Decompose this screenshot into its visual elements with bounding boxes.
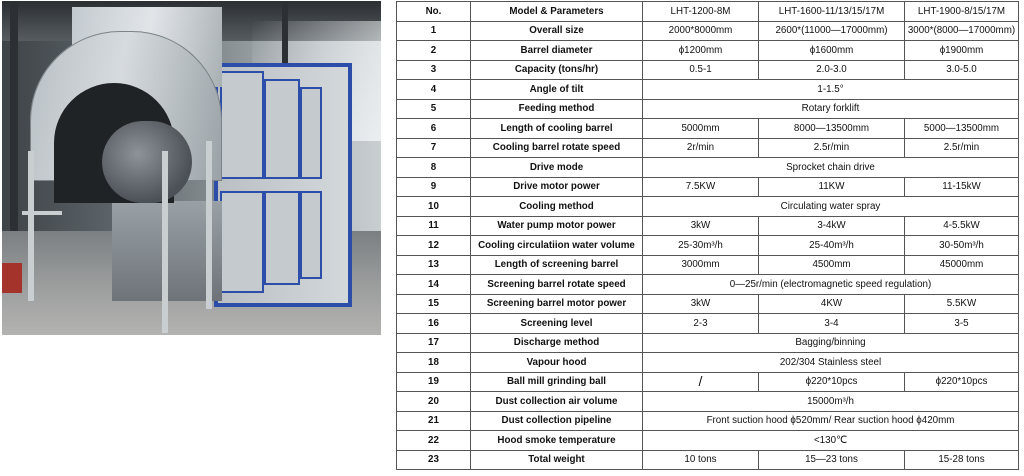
value-cell: 10 tons (643, 450, 759, 470)
table-row (397, 158, 1019, 178)
value-cell: 2600*(11000—17000mm) (759, 21, 905, 41)
parameter-name: Cooling method (471, 197, 643, 217)
value-cell-merged: Front suction hood ϕ520mm/ Rear suction hood ϕ420mm (643, 411, 1019, 431)
spec-table-header (397, 2, 1019, 22)
row-number: 5 (397, 99, 471, 119)
value-cell: 3kW (643, 294, 759, 314)
value-cell: 8000—13500mm (759, 119, 905, 139)
parameter-name: Length of cooling barrel (471, 119, 643, 139)
parameter-name: Length of screening barrel (471, 255, 643, 275)
header-model-2: LHT-1600-11/13/15/17M (759, 2, 905, 22)
parameter-name: Dust collection pipeline (471, 411, 643, 431)
value-cell: 3kW (643, 216, 759, 236)
parameter-name: Screening barrel motor power (471, 294, 643, 314)
table-row (397, 450, 1019, 470)
row-number: 22 (397, 431, 471, 451)
parameter-name: Cooling circulatiion water volume (471, 236, 643, 256)
header-model-1: LHT-1200-8M (643, 2, 759, 22)
spec-table (396, 1, 1019, 470)
value-cell: 3.0-5.0 (905, 60, 1019, 80)
parameter-name: Vapour hood (471, 353, 643, 373)
row-number: 13 (397, 255, 471, 275)
value-cell: 3000*(8000—17000mm) (905, 21, 1019, 41)
parameter-name: Barrel diameter (471, 41, 643, 61)
value-cell: ϕ1900mm (905, 41, 1019, 61)
value-cell: 2.5r/min (759, 138, 905, 158)
value-cell: 2.0-3.0 (759, 60, 905, 80)
header-no: No. (397, 2, 471, 22)
value-cell-merged: <130℃ (643, 431, 1019, 451)
table-row (397, 197, 1019, 217)
value-cell: 11KW (759, 177, 905, 197)
header-model-3: LHT-1900-8/15/17M (905, 2, 1019, 22)
parameter-name: Drive mode (471, 158, 643, 178)
value-cell: 4KW (759, 294, 905, 314)
table-row (397, 294, 1019, 314)
value-cell: 4500mm (759, 255, 905, 275)
table-row (397, 333, 1019, 353)
row-number: 7 (397, 138, 471, 158)
table-row (397, 21, 1019, 41)
row-number: 2 (397, 41, 471, 61)
parameter-name: Total weight (471, 450, 643, 470)
parameter-name: Ball mill grinding ball (471, 372, 643, 392)
parameter-name: Feeding method (471, 99, 643, 119)
value-cell: ϕ220*10pcs (905, 372, 1019, 392)
value-cell: 7.5KW (643, 177, 759, 197)
row-number: 8 (397, 158, 471, 178)
row-number: 19 (397, 372, 471, 392)
machine-photo (2, 1, 381, 335)
value-cell: 2r/min (643, 138, 759, 158)
value-cell: ϕ1600mm (759, 41, 905, 61)
table-row (397, 314, 1019, 334)
table-row (397, 411, 1019, 431)
parameter-name: Drive motor power (471, 177, 643, 197)
value-cell: 25-30m³/h (643, 236, 759, 256)
row-number: 21 (397, 411, 471, 431)
table-row (397, 236, 1019, 256)
parameter-name: Dust collection air volume (471, 392, 643, 412)
parameter-name: Discharge method (471, 333, 643, 353)
table-row (397, 372, 1019, 392)
table-row (397, 353, 1019, 373)
table-row (397, 99, 1019, 119)
value-cell-merged: Rotary forklift (643, 99, 1019, 119)
value-cell: 3-5 (905, 314, 1019, 334)
value-cell-merged: Sprocket chain drive (643, 158, 1019, 178)
value-cell: 5000mm (643, 119, 759, 139)
table-row (397, 138, 1019, 158)
value-cell: 0.5-1 (643, 60, 759, 80)
parameter-name: Screening barrel rotate speed (471, 275, 643, 295)
parameter-name: Angle of tilt (471, 80, 643, 100)
value-cell: ϕ1200mm (643, 41, 759, 61)
value-cell-merged: Circulating water spray (643, 197, 1019, 217)
row-number: 23 (397, 450, 471, 470)
parameter-name: Overall size (471, 21, 643, 41)
value-cell: 25-40m³/h (759, 236, 905, 256)
value-cell: 15—23 tons (759, 450, 905, 470)
row-number: 17 (397, 333, 471, 353)
row-number: 20 (397, 392, 471, 412)
table-row (397, 216, 1019, 236)
header-param: Model & Parameters (471, 2, 643, 22)
value-cell-merged: 202/304 Stainless steel (643, 353, 1019, 373)
row-number: 12 (397, 236, 471, 256)
parameter-name: Hood smoke temperature (471, 431, 643, 451)
value-cell: 45000mm (905, 255, 1019, 275)
value-cell: 15-28 tons (905, 450, 1019, 470)
table-row (397, 60, 1019, 80)
value-cell: / (643, 372, 759, 392)
value-cell-merged: 1-1.5° (643, 80, 1019, 100)
row-number: 14 (397, 275, 471, 295)
value-cell-merged: 0—25r/min (electromagnetic speed regulation) (643, 275, 1019, 295)
value-cell: 3000mm (643, 255, 759, 275)
row-number: 15 (397, 294, 471, 314)
spec-table-body (397, 21, 1019, 470)
value-cell: 3-4 (759, 314, 905, 334)
header-row (397, 2, 1019, 22)
table-row (397, 119, 1019, 139)
value-cell: 30-50m³/h (905, 236, 1019, 256)
row-number: 16 (397, 314, 471, 334)
row-number: 3 (397, 60, 471, 80)
table-row (397, 275, 1019, 295)
value-cell: 5.5KW (905, 294, 1019, 314)
table-row (397, 80, 1019, 100)
value-cell: 2000*8000mm (643, 21, 759, 41)
value-cell: 5000—13500mm (905, 119, 1019, 139)
table-row (397, 392, 1019, 412)
row-number: 18 (397, 353, 471, 373)
value-cell-merged: 15000m³/h (643, 392, 1019, 412)
parameter-name: Cooling barrel rotate speed (471, 138, 643, 158)
table-row (397, 41, 1019, 61)
table-row (397, 177, 1019, 197)
row-number: 4 (397, 80, 471, 100)
row-number: 9 (397, 177, 471, 197)
value-cell: 2.5r/min (905, 138, 1019, 158)
parameter-name: Water pump motor power (471, 216, 643, 236)
row-number: 1 (397, 21, 471, 41)
table-row (397, 255, 1019, 275)
row-number: 11 (397, 216, 471, 236)
value-cell-merged: Bagging/binning (643, 333, 1019, 353)
value-cell: 4-5.5kW (905, 216, 1019, 236)
parameter-name: Screening level (471, 314, 643, 334)
value-cell: 2-3 (643, 314, 759, 334)
row-number: 10 (397, 197, 471, 217)
value-cell: 11-15kW (905, 177, 1019, 197)
row-number: 6 (397, 119, 471, 139)
parameter-name: Capacity (tons/hr) (471, 60, 643, 80)
value-cell: ϕ220*10pcs (759, 372, 905, 392)
table-row (397, 431, 1019, 451)
value-cell: 3-4kW (759, 216, 905, 236)
